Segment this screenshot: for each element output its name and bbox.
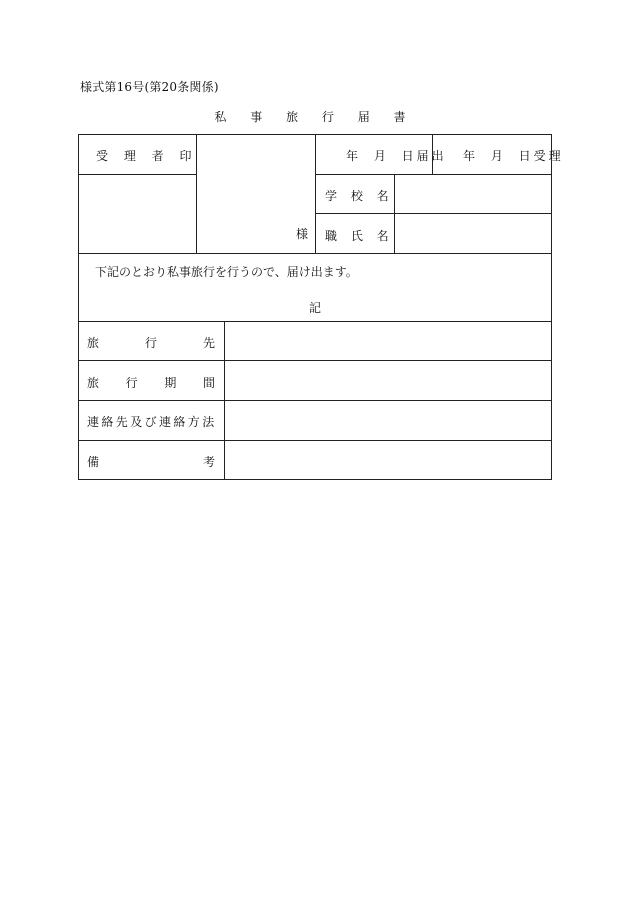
staff-name-field[interactable]	[396, 215, 549, 251]
ki-label: 記	[309, 301, 322, 315]
staff-name-label: 職 氏 名	[325, 229, 394, 243]
document-title: 私 事 旅 行 届 書	[214, 110, 416, 124]
received-date: 年 月 日受理	[463, 149, 564, 163]
remarks-label: 備 考	[87, 455, 215, 469]
receiver-stamp-label: 受 理 者 印	[96, 149, 198, 163]
addressee-suffix: 様	[296, 227, 309, 241]
addressee-field[interactable]	[198, 136, 313, 226]
notified-date: 年 月 日届出	[346, 149, 447, 163]
destination-label: 旅 行 先	[87, 336, 215, 350]
contact-field[interactable]	[226, 402, 549, 438]
contact-label: 連絡先及び連絡方法	[87, 415, 217, 429]
school-name-label: 学 校 名	[325, 189, 394, 203]
travel-period-field[interactable]	[226, 362, 549, 398]
remarks-field[interactable]	[226, 442, 549, 477]
destination-field[interactable]	[226, 323, 549, 358]
school-name-field[interactable]	[396, 176, 549, 211]
receiver-stamp-field[interactable]	[80, 176, 194, 251]
statement-text: 下記のとおり私事旅行を行うので、届け出ます。	[95, 265, 358, 279]
travel-period-label: 旅 行 期 間	[87, 376, 215, 390]
form-number: 様式第16号(第20条関係)	[80, 80, 219, 94]
